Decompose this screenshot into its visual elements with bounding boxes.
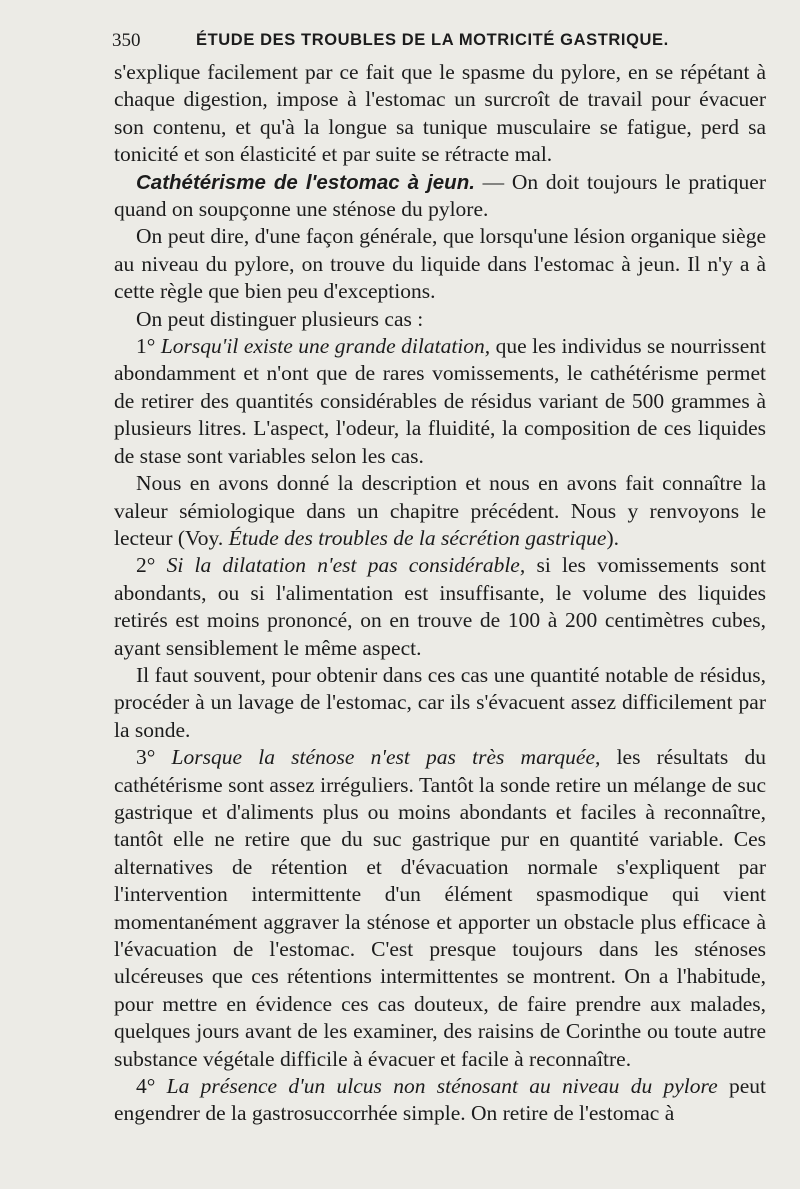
body-text <box>114 59 766 1128</box>
running-title: ÉTUDE DES TROUBLES DE LA MOTRICITÉ GASTRIQUE. <box>196 31 669 49</box>
paragraph-7 <box>114 552 766 662</box>
paragraph-6 <box>114 470 766 552</box>
case-number-3: 3° <box>136 745 172 770</box>
case-title-4: La présence d'un ulcus non sténosant au niveau du pylore <box>166 1074 718 1099</box>
paragraph-6-text: Nous en avons donné la description et nous en avons fait connaître la valeur sémiologique dans un chapitre précédent. Nous y renvoyons le lecteur (Voy. <box>114 471 766 550</box>
paragraph-2-text: — On doit toujours le pratiquer quand on soupçonne une sténose du pylore. <box>114 169 766 222</box>
paragraph-9-text: les résultats du cathétérisme sont assez irréguliers. Tantôt la sonde retire un mélange de suc gastrique et d'aliments plus ou moins abondants et faciles à reconnaître, tantôt elle ne retire que du suc gastrique pur en quantité variable. Ces alternatives de rétention et d'évacuation normale s'expliquent par l'intervention intermittente d'un élément spasmodique qui vient momentanément aggraver la sténose et apporter un obstacle plus efficace à l'évacuation de l'estomac. C'est presque toujours dans les sténoses ulcéreuses que ces rétentions intermittentes se montrent. On a l'habitude, pour mettre en évidence ces cas douteux, de faire prendre aux malades, quelques jours avant de les examiner, des raisins de Corinthe ou toute autre substance végétale difficile à évacuer et facile à reconnaître. <box>114 745 766 1071</box>
paragraph-5 <box>114 333 766 470</box>
paragraph-5-text: que les individus se nourrissent abondamment et n'ont que de rares vomissements, le cathétérisme permet de retirer des quantités considérables de résidus variant de 500 grammes à plusieurs litres. L'aspect, l'odeur, la fluidité, la composition de ces liquides de stase sont variables selon les cas. <box>114 334 766 468</box>
paragraph-10 <box>114 1073 766 1128</box>
paragraph-3: On peut dire, d'une façon générale, que lorsqu'une lésion organique siège au niveau du pylore, on trouve du liquide dans l'estomac à jeun. Il n'y a à cette règle que bien peu d'exceptions. <box>114 224 766 304</box>
cross-reference: Étude des troubles de la sécrétion gastrique <box>228 525 607 550</box>
case-number-4: 4° <box>136 1074 167 1099</box>
paragraph-8: Il faut souvent, pour obtenir dans ces cas une quantité notable de résidus, procéder à un lavage de l'estomac, car ils s'évacuent assez difficilement par la sonde. <box>114 662 766 742</box>
case-number-2: 2° <box>136 553 167 578</box>
paragraph-10-text: peut engendrer de la gastrosuccorrhée simple. On retire de l'estomac à <box>114 1074 766 1126</box>
case-title-2: Si la dilatation n'est pas considérable, <box>166 553 526 578</box>
paragraph-4: On peut distinguer plusieurs cas : <box>136 306 424 331</box>
paragraph-6-end: ). <box>606 525 619 550</box>
paragraph-7-text: si les vomissements sont abondants, ou si l'alimentation est insuffisante, le volume des liquides retirés est moins prononcé, on en trouve de 100 à 200 centimètres cubes, ayant sensiblement le même aspect. <box>114 553 766 660</box>
page-number: 350 <box>112 30 141 51</box>
case-title-3: Lorsque la sténose n'est pas très marquée, <box>171 745 601 770</box>
paragraph-1: s'explique facilement par ce fait que le spasme du pylore, en se répétant à chaque digestion, impose à l'estomac un surcroît de travail pour évacuer son contenu, et qu'à la longue sa tunique musculaire se fatigue, perd sa tonicité et son élasticité et par suite se rétracte mal. <box>114 60 766 167</box>
paragraph-9 <box>114 744 766 1073</box>
page-header <box>112 30 772 54</box>
case-number-1: 1° <box>136 334 161 359</box>
section-heading: Cathétérisme de l'estomac à jeun. <box>136 170 475 194</box>
case-title-1: Lorsqu'il existe une grande dilatation, <box>160 334 491 359</box>
paragraph-2 <box>114 169 766 224</box>
